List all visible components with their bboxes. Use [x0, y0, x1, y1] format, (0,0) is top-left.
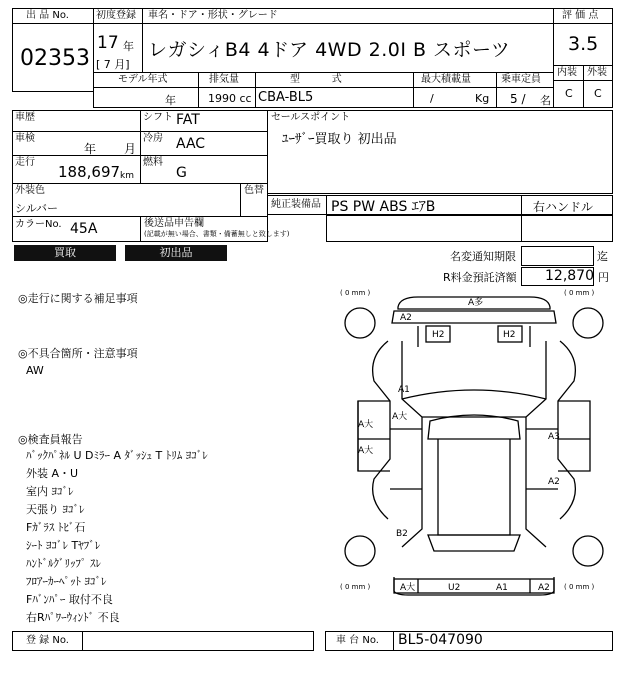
registration-number-label: 登 録 No. [26, 635, 69, 646]
mark-rear-center: U2 [448, 583, 461, 593]
mileage-unit: km [120, 171, 134, 181]
inspector-line: ﾌﾛｱｰｶｰﾍﾟｯﾄ ﾖｺﾞﾚ [26, 575, 107, 588]
max-load-label: 最大積載量 [421, 74, 471, 85]
sales-point-text: ﾕｰｻﾞｰ買取り 初出品 [282, 132, 397, 147]
tire-rear-right [573, 536, 603, 566]
inspector-line: ﾊﾝﾄﾞﾙｸﾞﾘｯﾌﾟ ｽﾚ [26, 557, 101, 570]
mark-right-rear-door: A3 [548, 432, 560, 442]
notice-deadline-label: 名変通知期限 [450, 250, 516, 263]
inspector-line: ｼｰﾄ ﾖｺﾞﾚ Tﾔﾌﾞﾚ [26, 539, 101, 552]
displacement-label: 排気量 [209, 74, 239, 85]
inspector-line: 外装 A・U [26, 467, 79, 480]
mark-door-upper: A大 [392, 412, 408, 422]
recycle-fee-unit: 円 [598, 271, 609, 284]
mark-rear-left: A大 [400, 583, 416, 593]
first-registration-month: [ 7 月] [96, 58, 130, 71]
sales-point-label: セールスポイント [271, 112, 351, 123]
capacity-unit: 名 [540, 94, 551, 107]
lot-number-label: 出 品 No. [26, 10, 69, 21]
inspection-label: 車検 [15, 133, 35, 144]
ac-value: AAC [176, 136, 206, 152]
mark-door-rear: A大 [358, 446, 374, 456]
inspection-year: 年 [84, 142, 97, 156]
recycle-fee-label: R料金預託済額 [443, 271, 517, 284]
mark-right-quarter: A2 [548, 477, 560, 487]
tire-rear-left [345, 536, 375, 566]
first-registration-year: 17 [97, 33, 119, 53]
mark-rear-a1: A1 [496, 583, 508, 593]
type-value: CBA-BL5 [258, 90, 314, 105]
model-year-value: 年 [165, 94, 176, 107]
inspector-line: 室内 ﾖｺﾞﾚ [26, 485, 74, 498]
mark-hood: A2 [400, 313, 412, 323]
inspector-title: ◎検査員報告 [18, 433, 83, 446]
interior-grade: C [565, 87, 573, 100]
driving-notes-title: ◎走行に関する補足事項 [18, 292, 138, 305]
inspector-report [26, 447, 326, 627]
mark-front-bumper: A多 [468, 298, 484, 308]
tire-mark-rl: ( 0 mm ) [340, 583, 371, 591]
color-change-label: 色替 [244, 185, 264, 196]
car-name-label: 車名・ドア・形状・グレード [148, 10, 278, 21]
exterior-label: 外装 [587, 67, 607, 78]
model-year-label: モデル年式 [118, 74, 168, 85]
chassis-number: BL5-047090 [398, 632, 483, 648]
tire-mark-fr: ( 0 mm ) [564, 289, 595, 297]
mileage-label: 走行 [15, 157, 35, 168]
ac-label: 冷房 [143, 133, 163, 144]
mark-left-quarter: B2 [396, 529, 408, 539]
history-label: 車歴 [15, 112, 35, 123]
recycle-fee-value: 12,870 [545, 268, 594, 284]
defects-title: ◎不具合箇所・注意事項 [18, 347, 138, 360]
inspector-line: Fｶﾞﾗｽ ﾄﾋﾞ石 [26, 521, 86, 534]
first-registration-label: 初度登録 [96, 10, 136, 21]
mileage-value: 188,697 [58, 163, 121, 181]
tire-front-right [573, 308, 603, 338]
inspector-line: 天張り ﾖｺﾞﾚ [26, 503, 85, 516]
inspector-line: 右Rﾊﾟﾜｰｳｨﾝﾄﾞ 不良 [26, 611, 120, 624]
defects-text: AW [26, 364, 44, 377]
blank-row [326, 215, 613, 242]
fuel-value: G [176, 165, 187, 181]
mark-rear-a2: A2 [538, 583, 550, 593]
notice-deadline-unit: 迄 [597, 250, 608, 263]
tag-kaitori: 買取 [14, 245, 116, 261]
aftermarket-note: (記載が無い場合、書類・備蓄無しと致します) [144, 230, 290, 238]
score: 3.5 [568, 33, 599, 55]
mark-door-front: A大 [358, 420, 374, 430]
equipment-label: 純正装備品 [271, 199, 321, 210]
interior-label: 内装 [557, 67, 577, 78]
mark-headlight-right: H2 [503, 330, 516, 340]
capacity-label: 乗車定員 [501, 74, 541, 85]
year-unit: 年 [123, 40, 134, 53]
exterior-grade: C [594, 87, 602, 100]
shift-label: シフト [143, 112, 173, 123]
color-label: 外装色 [15, 185, 45, 196]
max-load-value: / [430, 92, 434, 105]
chassis-number-label: 車 台 No. [336, 635, 379, 646]
shift-value: FAT [176, 112, 200, 128]
tire-mark-fl: ( 0 mm ) [340, 289, 371, 297]
score-label: 評 価 点 [562, 10, 599, 21]
tire-front-left [345, 308, 375, 338]
displacement-value: 1990 cc [208, 92, 252, 105]
inspector-line: Fﾊﾞﾝﾊﾟｰ 取付不良 [26, 593, 113, 606]
equipment-value: PS PW ABS ｴｱB [331, 199, 436, 215]
type-label: 型 式 [290, 74, 342, 85]
aftermarket-label: 後送品申告欄 [144, 218, 204, 229]
color-no-label: カラーNo. [15, 219, 62, 230]
tire-mark-rr: ( 0 mm ) [564, 583, 595, 591]
car-condition-diagram [338, 289, 610, 599]
mark-fender: A1 [398, 385, 410, 395]
color-value: シルバー [15, 202, 58, 215]
mark-headlight-left: H2 [432, 330, 445, 340]
inspector-line: ﾊﾞｯｸﾊﾟﾈﾙ U Dﾐﾗｰ A ﾀﾞｯｼｭ T ﾄﾘﾑ ﾖｺﾞﾚ [26, 449, 208, 462]
inspection-month: 月 [124, 142, 137, 156]
car-name: レガシィB4 4ドア 4WD 2.0I B スポーツ [148, 39, 511, 61]
lot-number: 02353 [20, 46, 90, 71]
max-load-unit: Kg [475, 92, 490, 105]
fuel-label: 燃料 [143, 157, 163, 168]
notice-deadline-box [521, 246, 594, 266]
steering-value: 右ハンドル [533, 200, 594, 214]
tag-first-listing: 初出品 [125, 245, 227, 261]
capacity-value: 5 / [510, 92, 526, 106]
color-no-value: 45A [70, 221, 98, 237]
